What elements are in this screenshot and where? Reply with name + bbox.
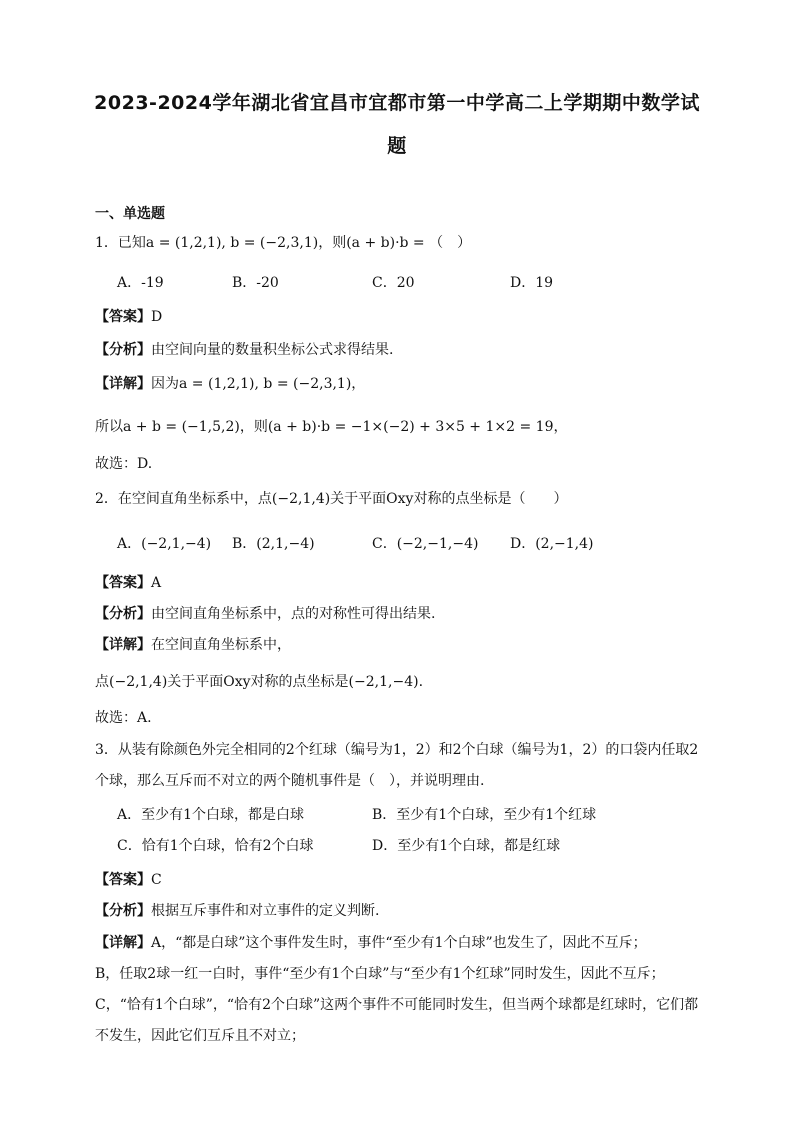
analysis-text: 由空间直角坐标系中，点的对称性可得出结果. [151,606,436,622]
q3-option-b: B．至少有1个白球，至少有1个红球 [372,807,597,823]
q2-conclusion: 故选：A. [95,710,152,726]
q3-detail-4: 不发生，因此它们互斥且不对立； [95,1028,305,1044]
q2-option-b: B．(2,1,−4) [232,536,315,552]
detail-tag: 【详解】 [95,935,151,951]
detail-text: 因为a = (1,2,1), b = (−2,3,1)， [151,376,366,392]
detail-text: A，“都是白球”这个事件发生时，事件“至少有1个白球”也发生了，因此不互斥； [151,935,647,951]
q2-detail-2: 点(−2,1,4)关于平面Oxy对称的点坐标是(−2,1,−4). [95,674,424,690]
q2-option-c: C．(−2,−1,−4) [372,536,479,552]
answer-tag: 【答案】 [95,575,151,591]
detail-tag: 【详解】 [95,637,151,653]
q1-option-c: C．20 [372,275,415,291]
answer-tag: 【答案】 [95,309,151,325]
q3-option-c: C．恰有1个白球，恰有2个白球 [117,838,314,854]
q2-option-a: A．(−2,1,−4) [117,536,212,552]
q1-stem: 1．已知a = (1,2,1), b = (−2,3,1)，则(a + b)·b = （ ） [95,235,472,251]
analysis-tag: 【分析】 [95,903,151,919]
q2-stem: 2．在空间直角坐标系中，点(−2,1,4)关于平面Oxy对称的点坐标是（ ） [95,491,568,507]
q3-detail-3: C，“恰有1个白球”，“恰有2个白球”这两个事件不可能同时发生，但当两个球都是红球时，它们都 [95,997,699,1013]
q2-analysis [95,605,435,623]
analysis-tag: 【分析】 [95,606,151,622]
q3-stem-line-2: 个球，那么互斥而不对立的两个随机事件是（ ），并说明理由. [95,773,485,789]
q3-analysis [95,902,379,920]
q2-option-d: D．(2,−1,4) [510,536,594,552]
analysis-text: 根据互斥事件和对立事件的定义判断. [151,903,380,919]
q3-answer [95,871,162,889]
detail-text: 在空间直角坐标系中， [151,637,291,653]
document-title-line-2: 题 [387,135,407,157]
analysis-tag: 【分析】 [95,342,151,358]
q3-detail-2: B，任取2球一红一白时，事件“至少有1个白球”与“至少有1个红球”同时发生，因此不互斥； [95,966,665,982]
answer-value: D [151,309,163,325]
q3-detail-1 [95,934,647,952]
q1-detail-2: 所以a + b = (−1,5,2)，则(a + b)·b = −1×(−2) + 3×5 + 1×2 = 19， [95,419,568,435]
document-title-line-1: 2023-2024学年湖北省宜昌市宜都市第一中学高二上学期期中数学试 [94,92,700,114]
q2-answer [95,574,161,592]
q1-detail-1 [95,375,365,393]
q2-detail-1 [95,636,291,654]
q1-analysis [95,341,393,359]
answer-value: A [151,575,162,591]
q3-stem-line-1: 3．从装有除颜色外完全相同的2个红球（编号为1，2）和2个白球（编号为1，2）的口袋内任取2 [95,742,699,758]
q3-option-a: A．至少有1个白球，都是白球 [117,807,305,823]
q1-option-d: D．19 [510,275,554,291]
q1-option-a: A．-19 [117,275,164,291]
analysis-text: 由空间向量的数量积坐标公式求得结果. [151,342,394,358]
q1-answer [95,308,162,326]
section-heading: 一、单选题 [95,206,165,222]
q3-option-d: D．至少有1个白球，都是红球 [372,838,561,854]
answer-tag: 【答案】 [95,872,151,888]
q1-option-b: B．-20 [232,275,279,291]
answer-value: C [151,872,162,888]
detail-tag: 【详解】 [95,376,151,392]
q1-conclusion: 故选：D. [95,456,153,472]
